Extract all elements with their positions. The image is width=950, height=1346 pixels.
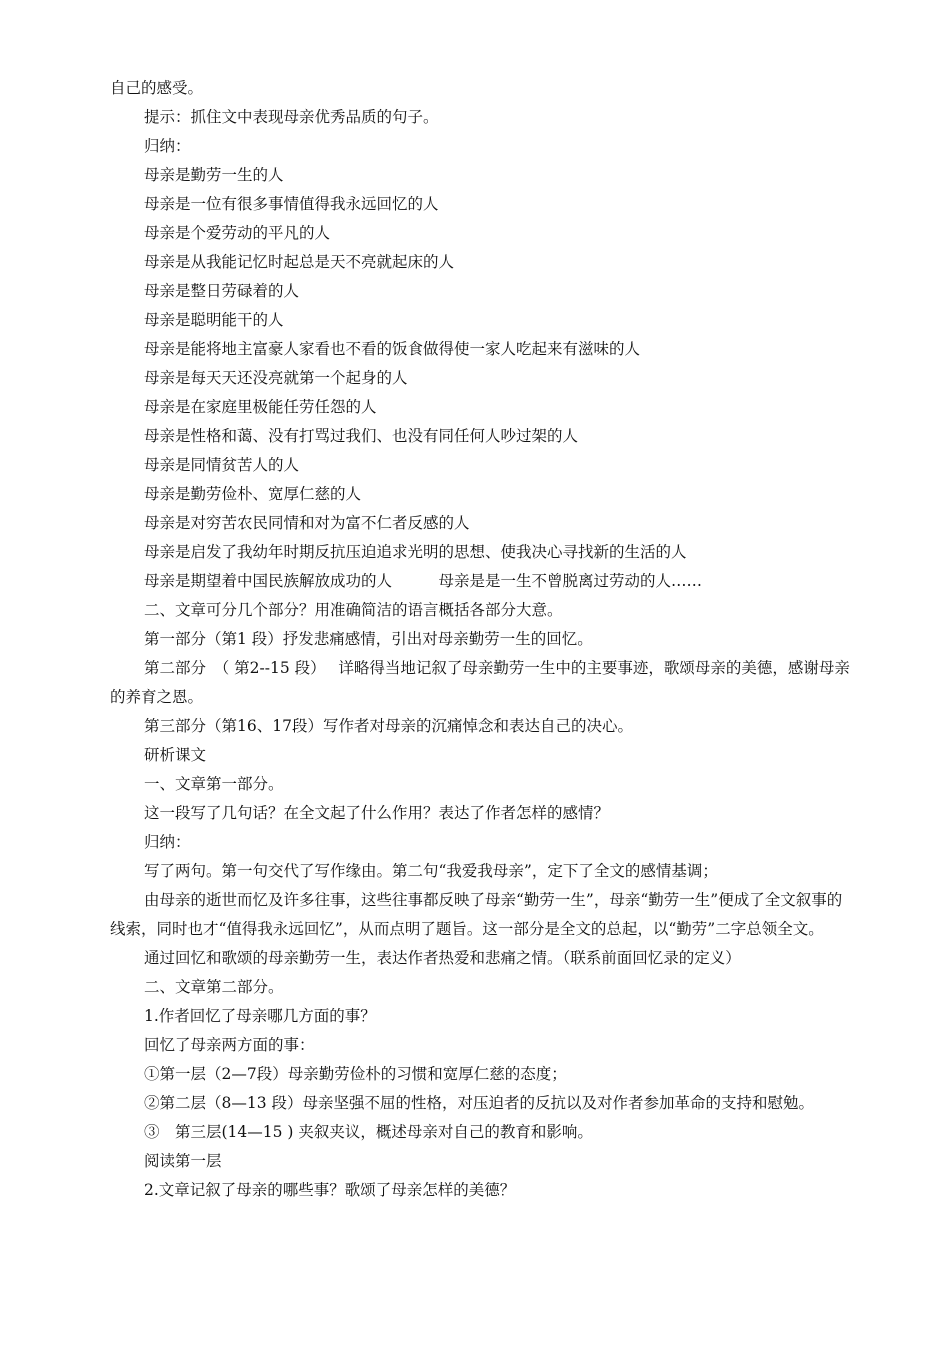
paragraph: 阅读第一层 xyxy=(144,1152,222,1170)
paragraph: 母亲是同情贫苦人的人 xyxy=(144,456,300,474)
paragraph: 由母亲的逝世而忆及许多往事，这些往事都反映了母亲“勤劳一生”，母亲“勤劳一生”便成了全文叙事的线索，同时也才“值得我永远回忆”，从而点明了题旨。这一部分是全文的总起，以“勤劳”二字总领全文。 xyxy=(110,891,843,938)
paragraph: 母亲是勤劳俭朴、宽厚仁慈的人 xyxy=(144,485,362,503)
paragraph: 母亲是对穷苦农民同情和对为富不仁者反感的人 xyxy=(144,514,470,532)
paragraph: 第三部分（第16、17段）写作者对母亲的沉痛悼念和表达自己的决心。 xyxy=(144,717,633,735)
section-heading: 二、文章第二部分。 xyxy=(144,978,284,996)
paragraph: 第二部分 （ 第2--15 段） 详略得当地记叙了母亲勤劳一生中的主要事迹，歌颂母亲的美德，感谢母亲的养育之恩。 xyxy=(110,659,850,706)
paragraph: 母亲是每天天还没亮就第一个起身的人 xyxy=(144,369,408,387)
paragraph: 母亲是从我能记忆时起总是天不亮就起床的人 xyxy=(144,253,455,271)
paragraph: 通过回忆和歌颂的母亲勤劳一生，表达作者热爱和悲痛之情。（联系前面回忆录的定义） xyxy=(144,949,741,967)
paragraph: 自己的感受。 xyxy=(110,79,204,97)
paragraph: 归纳： xyxy=(144,137,191,155)
paragraph: 1.作者回忆了母亲哪几方面的事？ xyxy=(144,1007,376,1025)
paragraph: 第一部分（第1 段）抒发悲痛感情，引出对母亲勤劳一生的回忆。 xyxy=(144,630,593,648)
paragraph: 母亲是期望着中国民族解放成功的人 母亲是是一生不曾脱离过劳动的人…… xyxy=(144,572,703,590)
paragraph: 母亲是性格和蔼、没有打骂过我们、也没有同任何人吵过架的人 xyxy=(144,427,579,445)
paragraph: 这一段写了几句话？在全文起了什么作用？表达了作者怎样的感情？ xyxy=(144,804,610,822)
paragraph: 写了两句。第一句交代了写作缘由。第二句“我爱我母亲”，定下了全文的感情基调； xyxy=(144,862,718,880)
document-body xyxy=(110,74,854,1205)
paragraph: 母亲是在家庭里极能任劳任怨的人 xyxy=(144,398,377,416)
paragraph: 提示：抓住文中表现母亲优秀品质的句子。 xyxy=(144,108,439,126)
paragraph: 回忆了母亲两方面的事： xyxy=(144,1036,315,1054)
paragraph: 母亲是启发了我幼年时期反抗压迫追求光明的思想、使我决心寻找新的生活的人 xyxy=(144,543,687,561)
paragraph: ②第二层（8—13 段）母亲坚强不屈的性格，对压迫者的反抗以及对作者参加革命的支持和慰勉。 xyxy=(144,1094,815,1112)
section-heading: 一、文章第一部分。 xyxy=(144,775,284,793)
paragraph: 母亲是整日劳碌着的人 xyxy=(144,282,300,300)
paragraph: 母亲是个爱劳动的平凡的人 xyxy=(144,224,331,242)
paragraph: 母亲是能将地主富豪人家看也不看的饭食做得使一家人吃起来有滋味的人 xyxy=(144,340,641,358)
paragraph: ③ 第三层(14—15 ) 夹叙夹议，概述母亲对自己的教育和影响。 xyxy=(144,1123,593,1141)
section-heading: 二、文章可分几个部分？用准确简洁的语言概括各部分大意。 xyxy=(144,601,563,619)
section-heading: 研析课文 xyxy=(144,746,207,764)
paragraph: 归纳： xyxy=(144,833,191,851)
paragraph: 母亲是一位有很多事情值得我永远回忆的人 xyxy=(144,195,439,213)
paragraph: ①第一层（2—7段）母亲勤劳俭朴的习惯和宽厚仁慈的态度； xyxy=(144,1065,567,1083)
paragraph: 2.文章记叙了母亲的哪些事？歌颂了母亲怎样的美德？ xyxy=(144,1181,516,1199)
paragraph: 母亲是勤劳一生的人 xyxy=(144,166,284,184)
paragraph: 母亲是聪明能干的人 xyxy=(144,311,284,329)
